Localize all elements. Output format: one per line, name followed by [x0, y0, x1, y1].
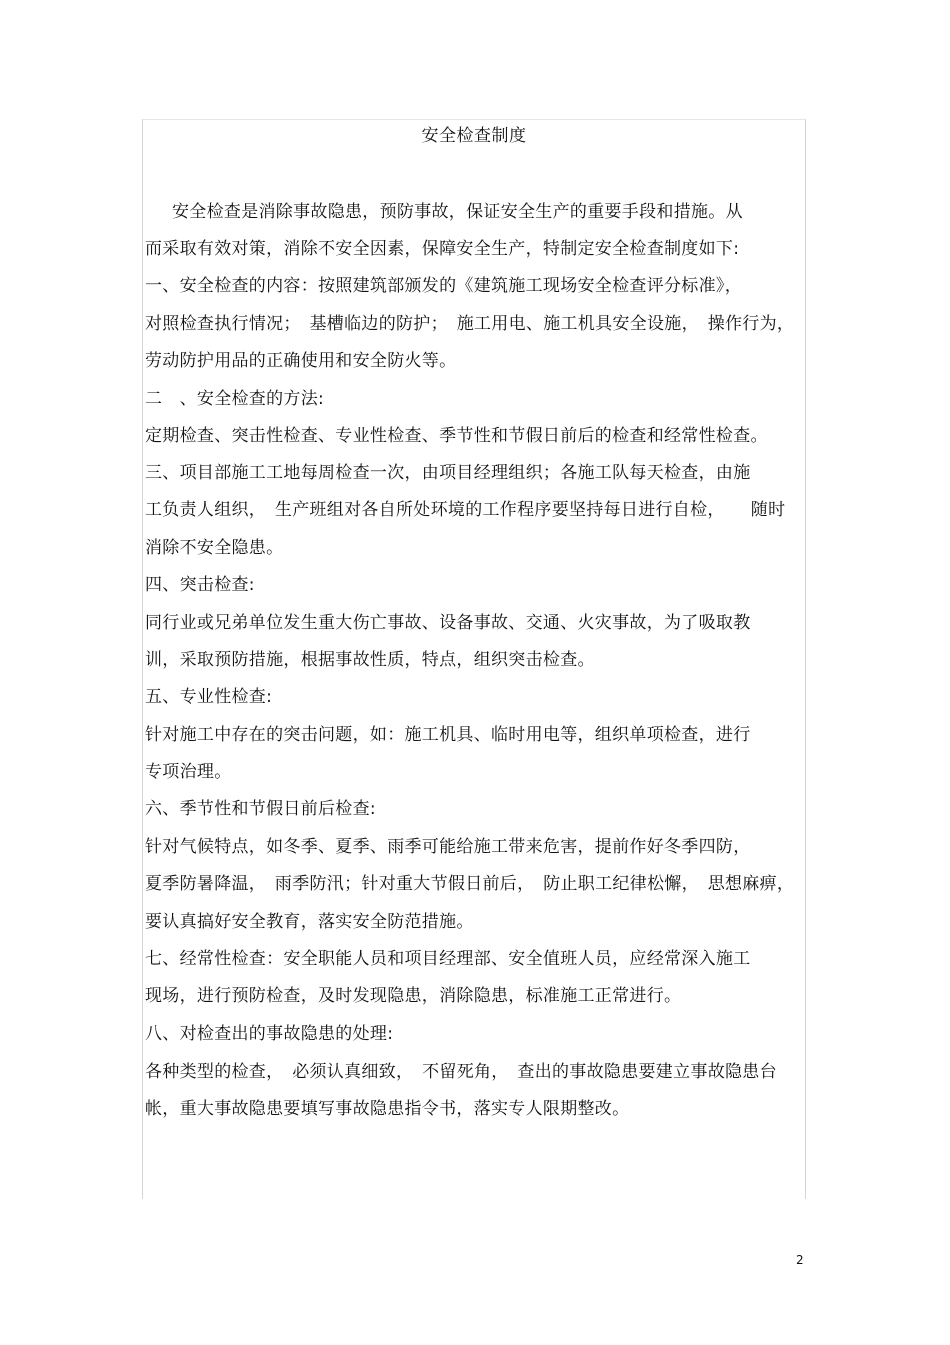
body-line: 定期检查、突击性检查、专业性检查、季节性和节假日前后的检查和经常性检查。 [145, 426, 768, 446]
body-line: 训，采取预防措施，根据事故性质，特点，组织突击检查。 [145, 650, 595, 670]
body-line: 同行业或兄弟单位发生重大伤亡事故、设备事故、交通、火灾事故，为了吸取教 [145, 613, 751, 633]
body-line: 专项治理。 [145, 762, 232, 782]
section-heading-8: 八、对检查出的事故隐患的处理: [145, 1024, 394, 1044]
body-line: 劳动防护用品的正确使用和安全防火等。 [145, 351, 457, 371]
section-heading-1: 一、安全检查的内容：按照建筑部颁发的《建筑施工现场安全检查评分标准》， [145, 276, 742, 296]
document-title: 安全检查制度 [421, 126, 527, 146]
body-line: 安全检查是消除事故隐患，预防事故，保证安全生产的重要手段和措施。从 [172, 202, 743, 222]
page-number: 2 [796, 1253, 804, 1267]
section-heading-5: 五、专业性检查: [145, 687, 273, 707]
body-line: 针对施工中存在的突击问题，如：施工机具、临时用电等，组织单项检查，进行 [145, 725, 751, 745]
body-line: 各种类型的检查， 必须认真细致， 不留死角， 查出的事故隐患要建立事故隐患台 [145, 1062, 777, 1082]
section-heading-7: 七、经常性检查：安全职能人员和项目经理部、安全值班人员，应经常深入施工 [145, 949, 751, 969]
body-line: 帐，重大事故隐患要填写事故隐患指令书，落实专人限期整改。 [145, 1099, 630, 1119]
body-line: 对照检查执行情况； 基槽临边的防护； 施工用电、施工机具安全设施， 操作行为， [145, 314, 795, 334]
section-heading-2: 二 、安全检查的方法: [145, 389, 325, 409]
body-line: 消除不安全隐患。 [145, 538, 284, 558]
body-line: 夏季防暑降温， 雨季防汛；针对重大节假日前后， 防止职工纪律松懈， 思想麻痹， [145, 874, 795, 894]
body-line: 而采取有效对策，消除不安全因素，保障安全生产，特制定安全检查制度如下: [145, 239, 740, 259]
section-heading-3: 三、项目部施工工地每周检查一次，由项目经理组织；各施工队每天检查，由施 [145, 463, 751, 483]
section-heading-4: 四、突击检查: [145, 575, 255, 595]
body-line: 针对气候特点，如冬季、夏季、雨季可能给施工带来危害，提前作好冬季四防， [145, 837, 751, 857]
body-line: 工负责人组织， 生产班组对各自所处环境的工作程序要坚持每日进行自检， 随时 [145, 500, 786, 520]
section-heading-6: 六、季节性和节假日前后检查: [145, 799, 376, 819]
body-line: 现场，进行预防检查，及时发现隐患，消除隐患，标准施工正常进行。 [145, 986, 682, 1006]
body-line: 要认真搞好安全教育，落实安全防范措施。 [145, 912, 474, 932]
